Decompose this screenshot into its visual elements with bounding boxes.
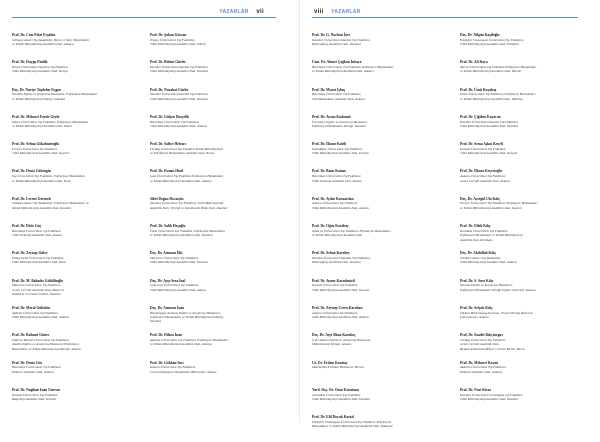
author-name: Prof. Dr. İlknur Kaleli: [312, 142, 347, 147]
author-column: [150, 33, 268, 388]
author-affiliation: Tıbbi Mikrobiyoloji Anabilim Dalı, Ankara: [312, 315, 369, 320]
author-affiliation: Genel Cerrahi Anabilim Dalı, Meme ve: [12, 287, 65, 292]
author-affiliation: ve Klinik Mikrobiyoloji Anabilim Dalı, Ankara: [312, 69, 374, 74]
author-affiliation: Gülhane Askeri Tıp Akademisi, Enfeksiyon Hastalıkları ve: [12, 201, 89, 206]
author-affiliation: Radyoloji Anabilim Dalı, Kocaeli: [12, 396, 57, 401]
author-entry: [150, 279, 268, 306]
author-entry: [460, 361, 578, 388]
author-affiliation: Hacettepe Üniversitesi Tıp Fakültesi, Enfeksiyon Hastalıkları: [312, 65, 394, 69]
author-affiliation: Marmara Üniversitesi Tıp Fakültesi,: [12, 283, 61, 288]
author-affiliation: İstanbul Üniversitesi Tıp Fakültesi, Tıbbi Mikrobiyoloji: [150, 201, 224, 206]
author-affiliation: Trakya Üniversitesi Tıp Fakültesi,: [150, 37, 196, 42]
author-affiliation: Hastalıkları ve Klinik Mikrobiyoloji Anabilim Dalı, Eskişehir: [312, 424, 393, 429]
author-entry: [312, 33, 430, 60]
author-entry: [150, 361, 268, 388]
author-entry: [460, 279, 578, 306]
page-number: viii: [314, 9, 324, 15]
author-affiliation: Tıbbi Mikrobiyoloji Anabilim Dalı, İstanbul: [460, 124, 518, 128]
author-name: Doç. Dr. Ayşe İlkan Karakoç: [312, 333, 356, 338]
author-name: Prof. Dr. Aynur Karadenizli: [312, 278, 355, 283]
author-entry: [12, 60, 130, 87]
author-affiliation: ve Klinik Mikrobiyoloji Anabilim Dalı, Düzce: [12, 124, 73, 128]
author-entry: [312, 142, 430, 169]
author-affiliation: Enfeksiyon Hastalıkları Kliniği, İstanbul: [312, 124, 366, 128]
author-name: Prof. Dr. Nuri Kiraz: [460, 387, 492, 392]
author-affiliation: Çukurova Üniversitesi Tıp Fakültesi,: [150, 283, 199, 288]
author-affiliation: Akdeniz Üniversitesi Tıp Fakültesi,: [460, 365, 507, 370]
author-name: Prof. Dr. Şaban Gürcan: [150, 33, 187, 37]
author-affiliation: Tıbbi Mikrobiyoloji Anabilim Dalı, Kayseri: [12, 151, 70, 156]
author-name: Prof. Dr. Safiye Helvacı: [150, 142, 187, 147]
author-entry: [12, 88, 130, 115]
author-affiliation: Düzce Üniversitesi Tıp Fakültesi, Enfeksiyon Hastalıkları: [12, 119, 89, 124]
author-name: Prof. Dr. Nurahat Gürler: [150, 87, 189, 92]
author-affiliation: Haydarpaşa Numune Eğitim ve Araştırma Hastanesi,: [150, 310, 221, 315]
author-name: Prof. Dr. Gülşen Hasçelik: [150, 114, 190, 119]
author-affiliation: Göz Hastalıkları Anabilim Dalı, Ankara: [312, 96, 365, 101]
author-name: Doç. Dr. Abdullah Kılıç: [460, 251, 496, 256]
author-affiliation: Ankara Üniversitesi Tıp Fakültesi,: [460, 174, 506, 179]
author-affiliation: Dokuz Eylül Üniversitesi Tıp Fakültesi,: [12, 256, 65, 261]
author-entry: [150, 88, 268, 115]
author-affiliation: Hastalıkları ve Klinik Mikrobiyoloji Kliniği, Ankara: [12, 346, 81, 351]
author-name: Doç. Dr. Ayşe Seza İnal: [150, 278, 186, 283]
author-affiliation: ve Klinik Mikrobiyoloji Anabilim Dalı, Ankara: [150, 178, 212, 183]
author-entry: [460, 224, 578, 251]
author-affiliation: Enfeksiyon Hastalıkları ve Klinik Mikrobiyoloji: [460, 233, 523, 238]
author-name: Uzm. Dr. Ahmet Çağkan İnkaya: [312, 60, 362, 65]
author-entry: [312, 197, 430, 224]
left-page-header: [219, 9, 264, 15]
author-affiliation: Türkiye Halk Sağlığı Kurumu, Ulusal Viroloji Referans: [460, 310, 533, 315]
author-entry: [312, 415, 430, 442]
author-affiliation: Tıbbi Mikrobiyoloji Anabilim Dalı, İstanbul: [460, 396, 518, 401]
author-name: Prof. Dr. Çiğdem Kayacan: [460, 114, 501, 119]
author-name: Prof. Dr. Rahmet Güner: [12, 333, 50, 338]
author-affiliation: Ankara Üniversitesi Tıp Fakültesi,: [312, 310, 358, 315]
author-affiliation: S. B. Ankara Eğitim ve Araştırma Hastanesi,: [312, 337, 371, 342]
author-entry: [460, 388, 578, 415]
author-affiliation: Tıbbi Mikrobiyoloji Anabilim Dalı, Ankara: [460, 260, 517, 265]
running-head: YAZARLAR: [219, 9, 249, 15]
author-affiliation: Anabilim Dalı, Kırıkkale: [460, 237, 493, 242]
author-entry: [150, 169, 268, 196]
author-affiliation: İstanbul Eğitim ve Araştırma Hastanesi, Enfeksiyon Hastalıkları: [12, 92, 98, 97]
author-affiliation: Halk Sağlığı Anabilim Dalı, İstanbul: [312, 260, 361, 265]
author-entry: [12, 279, 130, 306]
author-affiliation: Hacettepe Üniversitesi Tıp Fakültesi,: [312, 92, 362, 97]
author-entry: [12, 142, 130, 169]
author-entry: [12, 115, 130, 142]
author-name: Prof. Dr. Gökhan Inci: [150, 360, 184, 365]
author-name: Sibel Doğan Hocaoşlu: [150, 196, 184, 201]
author-affiliation: Tıbbi Mikrobiyoloji Anabilim Dalı, İstanbul: [150, 96, 208, 101]
author-affiliation: Fatih Üniversitesi Tıp Fakültesi, Enfeksiyon Hastalıkları: [150, 228, 226, 233]
author-column: [12, 33, 130, 415]
author-affiliation: Ankara Üniversitesi Tıp Fakültesi,: [312, 201, 358, 206]
left-page: [0, 0, 300, 423]
author-column: [312, 33, 430, 442]
header-rule: [12, 17, 276, 18]
author-name: Prof. Dr. Deniz Gökengin: [12, 169, 51, 174]
right-page: [300, 0, 600, 429]
author-affiliation: Tıbbi Mikrobiyoloji Anabilim Dalı, Kocaeli: [460, 151, 518, 156]
author-affiliation: Hacettepe Üniversitesi Tıp Fakültesi,: [12, 365, 62, 370]
author-entry: [312, 88, 430, 115]
author-affiliation: ve Klinik Mikrobiyoloji Anabilim Dalı, İzmir: [12, 178, 71, 183]
author-name: Prof. Dr. Deniz Gür: [12, 360, 43, 365]
author-affiliation: Tıbbi Mikrobiyoloji Anabilim Dalı, Konya: [12, 69, 68, 74]
author-affiliation: Ümraniye Eğitim ve Araştırma Hastanesi,: [312, 119, 368, 124]
author-name: Prof. Dr. Ümit Kayabaş: [460, 87, 497, 92]
author-affiliation: Akdeniz Üniversitesi Tıp Fakültesi, Enfeksiyon Hastalıkları: [150, 337, 229, 342]
author-entry: [460, 60, 578, 87]
author-affiliation: Uludağ Üniversitesi Tıp Fakültesi Klinik Mikrobiyoloji: [150, 146, 223, 151]
author-affiliation: Kırıkkale Üniversitesi Tıp Fakültesi,: [460, 228, 509, 233]
author-name: Prof. Dr. Zeynep Güley: [12, 251, 48, 256]
page-number: vii: [256, 9, 264, 15]
author-name: Prof. Dr. İlknur Keçecioğlu: [460, 169, 502, 174]
author-affiliation: Tıbbi Mikrobiyoloji Anabilim Dalı, Eskişehir: [460, 42, 520, 47]
author-affiliation: Laboratuvarı, Ankara: [460, 315, 489, 320]
author-entry: [312, 169, 430, 196]
author-name: Prof. Dr. Saadet Kılıçturgay: [460, 333, 504, 338]
author-name: Prof. Dr. Kenan Hızel: [150, 169, 184, 174]
author-name: Prof. Dr. Dilara İnan: [150, 333, 183, 338]
author-affiliation: ve Klinik Mikrobiyoloji Anabilim Dalı, Antalya: [150, 342, 213, 347]
author-affiliation: İstanbul Üniversitesi İstanbul Tıp Fakültesi,: [460, 119, 519, 124]
author-entry: [460, 115, 578, 142]
author-affiliation: Yıldırım Beyazıt Üniversitesi Tıp Fakültesi,: [12, 337, 70, 342]
author-affiliation: ve Enfeksiyon Hastalıkları Anabilim Dalı, Bursa: [150, 151, 215, 156]
author-affiliation: Tıbbi Mikrobiyoloji Anabilim Dalı, Kocaeli: [312, 287, 370, 292]
author-entry: [150, 224, 268, 251]
author-entry: [12, 361, 130, 388]
author-entry: [460, 88, 578, 115]
author-affiliation: İstanbul Üniversitesi İstanbul Tıp Fakültesi,: [150, 92, 209, 97]
author-affiliation: Tıbbi Mikrobiyoloji Anabilim Dalı, İstanbul: [312, 396, 370, 401]
author-affiliation: Tıbbi Mikrobiyoloji Anabilim Dalı, Ankara: [150, 124, 207, 128]
author-affiliation: Hacettepe Üniversitesi Tıp Fakültesi,: [150, 119, 200, 124]
author-affiliation: Pediatri Anabilim Dalı, Ankara: [12, 369, 54, 374]
author-name: Doç. Dr. Nilgün Kaşifoğlu: [460, 33, 500, 37]
author-affiliation: Marmara Üniversitesi Tıp Fakültesi,: [150, 256, 199, 261]
author-name: Prof. Dr. Selma Gökahmetoğlu: [12, 142, 60, 147]
author-entry: [150, 333, 268, 360]
author-affiliation: Gazi Üniversitesi Tıp Fakültesi Enfeksiyon Hastalıkları: [150, 174, 224, 179]
author-name: Prof. Dr. Nagihan Inan Gürcan: [12, 387, 60, 392]
author-affiliation: Tıbbi Onkoloji Anabilim Dalı, Ankara: [12, 233, 63, 238]
author-entry: [312, 361, 430, 388]
author-affiliation: Hacettepe Üniversitesi Tıp Fakültesi,: [312, 174, 362, 179]
author-entry: [312, 279, 430, 306]
author-affiliation: Tıbbi Mikrobiyoloji Anabilim Dalı, İzmir: [12, 260, 66, 265]
author-affiliation: Enfeksiyon Hastalıkları ve Klinik Mikrobiyoloji Kliniği,: [150, 315, 224, 320]
author-affiliation: Acıbadem Üniversitesi Tıp Fakültesi,: [312, 392, 362, 397]
author-affiliation: Genel Cerrahi Anabilim Dalı,: [460, 342, 500, 347]
author-affiliation: ve Klinik Mikrobiyoloji Anabilim Dalı, Kayseri: [460, 205, 523, 210]
author-affiliation: Eskişehir Osmangazi Üniversitesi Tıp Fakültesi, Enfeksiyon: [312, 419, 392, 424]
author-affiliation: Atatürk Eğitim ve Araştırma Hastanesi Enfeksiyon: [12, 342, 79, 347]
author-name: Prof. Dr. Sema Aşkın Keçeli: [460, 142, 503, 147]
author-entry: [312, 388, 430, 415]
author-name: Prof. Dr. Selma Karabey: [312, 251, 350, 256]
author-affiliation: Genel Cerrahi Anabilim Dalı, Ankara: [460, 178, 510, 183]
author-affiliation: Gülhane Askeri Tıp Akademisi,: [460, 256, 502, 261]
author-name: Prof. Dr. Meral Gültekin: [12, 305, 51, 310]
author-affiliation: Tıbbi Mikrobiyoloji Anabilim Dalı, Adana: [150, 287, 206, 292]
author-affiliation: Enfeksiyon Hastalıkları Kliniği Eğitim Görevlisi, Samsun: [460, 287, 536, 292]
author-affiliation: Kocaeli Üniversitesi Tıp Fakültesi,: [460, 146, 507, 151]
author-affiliation: Gülhane Askeri Tıp Akademisi, Beyin ve Sinir Hastalıkları: [12, 37, 90, 42]
author-affiliation: ve Klinik Mikrobiyoloji Kliniği, İstanbul: [12, 96, 66, 101]
author-name: Doç. Dr. Aysegül Ulu Kılıç: [460, 196, 500, 201]
author-entry: [460, 333, 578, 360]
author-entry: [150, 60, 268, 87]
author-affiliation: ve Klinik Mikrobiyoloji Anabilim Dalı, Malatya: [460, 96, 523, 101]
author-affiliation: Tıbbi Mikrobiyoloji Anabilim Dalı, Denizli: [312, 151, 369, 156]
author-name: Prof. Dr. Dilek Kılıç: [460, 224, 491, 229]
author-affiliation: Pamukkale Üniversitesi Tıp Fakültesi,: [312, 146, 363, 151]
author-affiliation: Tıbbi Onkoloji Anabilim Dalı, Ankara: [312, 178, 363, 183]
author-entry: [12, 197, 130, 224]
author-entry: [312, 306, 430, 333]
author-affiliation: İstanbul Üniversitesi İstanbul Tıp Fakültesi,: [312, 37, 371, 42]
author-name: Prof. Dr. Selçuk Kılıç: [460, 305, 493, 310]
author-entry: [150, 306, 268, 333]
author-affiliation: ve Klinik Mikrobiyoloji Anabilim Dalı, Mersin: [460, 69, 522, 74]
author-entry: [312, 60, 430, 87]
author-affiliation: Mersin Üniversitesi Tıp Fakültesi Enfeksiyon Hastalıkları: [460, 65, 537, 69]
author-entry: [460, 306, 578, 333]
header-rule: [312, 17, 578, 18]
author-name: Prof. Dr. Mehmet Koyun: [460, 360, 499, 365]
author-affiliation: Selçuk Üniversitesi Selçuklu Tıp Fakültesi,: [12, 65, 69, 69]
author-affiliation: Kocaeli Üniversitesi Tıp Fakültesi,: [12, 392, 59, 397]
author-affiliation: İstanbul: [150, 319, 161, 324]
author-affiliation: Hepato-Pankreato-Biliyer Cerrahi Birimi, Bursa: [460, 346, 525, 351]
author-name: Uz. Dr. Erdem Karataş: [312, 360, 348, 365]
author-entry: [460, 251, 578, 278]
author-name: Prof. Dr. Aysun Kadanalı: [312, 114, 351, 119]
author-name: Prof. Dr. Zeynep Ceren Karahan: [312, 305, 363, 310]
author-affiliation: Çocuk Enfeksiyon Hastalıkları Bilim Dalı, Ankara: [150, 369, 217, 374]
author-name: Prof. Dr. Oğuz Karabay: [312, 224, 349, 229]
author-entry: [150, 33, 268, 60]
author-name: Doç. Dr. Nuriye Taşdelen Fışgın: [12, 87, 61, 92]
author-name: Prof. Dr. Elif Doyuk Kartal: [312, 415, 354, 420]
author-affiliation: İstanbul Üniversitesi İstanbul Tıp Fakültesi,: [312, 256, 371, 261]
author-affiliation: Uludağ Üniversitesi Tıp Fakültesi,: [460, 337, 506, 342]
author-affiliation: Tıbbi Mikrobiyoloji Anabilim Dalı, Antalya: [12, 315, 70, 320]
author-entry: [150, 115, 268, 142]
author-entry: [460, 33, 578, 60]
author-name: Doç. Dr. Asuman İlki: [150, 251, 183, 256]
author-entry: [12, 169, 130, 196]
author-entry: [460, 142, 578, 169]
author-affiliation: Tıbbi Mikrobiyoloji Anabilim Dalı, Ankara: [312, 205, 369, 210]
author-entry: [12, 333, 130, 360]
author-name: Doç. Dr. Asuman İnan: [150, 305, 185, 310]
author-name: Prof. Dr. G. Nurhan İnce: [312, 33, 351, 37]
author-entry: [150, 197, 268, 224]
author-entry: [12, 33, 130, 60]
author-affiliation: Klinik Mikrobiyoloji Anabilim Dalı, İstanbul: [12, 205, 71, 210]
author-name: Prof. Dr. Levent Görenek: [12, 196, 51, 201]
author-name: Prof. Dr. S. Sırrı Kılıç: [460, 278, 494, 283]
author-entry: [460, 169, 578, 196]
author-entry: [12, 388, 130, 415]
author-name: Prof. Dr. Bülent Gürler: [150, 60, 186, 65]
author-name: Prof. Dr. Duygu Findik: [12, 60, 48, 65]
author-name: Prof. Dr. Mehmet Faruk Geyik: [12, 114, 60, 119]
author-affiliation: İnönü Üniversitesi Tıp Fakültesi, Enfeksiyon Hastalıkları: [460, 92, 536, 97]
author-affiliation: Pediatri Anabilim Dalı, Antalya: [460, 369, 503, 374]
author-affiliation: Mikrobiyoloji Kliniği, Ankara: [312, 342, 352, 347]
author-affiliation: Mahmutbeyli Erdem Hastanesi, Mersin: [312, 365, 364, 370]
author-name: Prof. Dr. Salih Hoşoğlu: [150, 224, 186, 229]
author-affiliation: İstanbul Üniversitesi Cerrahpaşa Tıp Fakültesi,: [460, 392, 524, 397]
author-affiliation: Erciyes Üniversitesi Tıp Fakültesi,: [12, 146, 58, 151]
author-affiliation: Tıbbi Mikrobiyoloji Anabilim Dalı, İstanbul: [150, 260, 208, 265]
author-entry: [12, 224, 130, 251]
author-name: Prof. Dr. Ali Kaya: [460, 60, 488, 65]
author-entry: [150, 251, 268, 278]
author-affiliation: Halk Sağlığı Anabilim Dalı, İstanbul: [312, 42, 361, 47]
author-affiliation: Kocaeli Üniversitesi Tıp Fakültesi,: [312, 283, 359, 288]
author-name: Prof. Dr. Murat İşbaş: [312, 87, 346, 92]
author-entry: [312, 224, 430, 251]
right-page-header: [314, 9, 361, 15]
author-affiliation: Erciyes Üniversitesi Tıp Fakültesi, Enfeksiyon Hastalıkları: [460, 201, 538, 206]
author-affiliation: Akdeniz Üniversitesi Tıp Fakültesi,: [12, 310, 59, 315]
author-affiliation: Samsun Eğitim ve Araştırma Hastanesi,: [460, 283, 513, 288]
author-entry: [12, 306, 130, 333]
author-affiliation: Eskişehir Osmangazi Üniversitesi Tıp Fakültesi,: [460, 37, 524, 42]
author-name: Prof. Dr. M. Bahadır Gülüllüoğlu: [12, 278, 64, 283]
author-affiliation: ve Klinik Mikrobiyoloji Anabilim Dalı, Ankara: [12, 42, 74, 47]
author-affiliation: Endokrin Cerrahisi Ünitesi, İstanbul: [12, 292, 61, 297]
author-entry: [312, 251, 430, 278]
author-affiliation: Tıbbi Mikrobiyoloji Anabilim Dalı, Edirne: [150, 42, 206, 47]
author-entry: [312, 333, 430, 360]
author-entry: [460, 197, 578, 224]
author-affiliation: Ege Üniversitesi Tıp Fakültesi, Enfeksiyon Hastalıkları: [12, 174, 86, 179]
author-name: Prof. Dr. Aydın Karaarslan: [312, 196, 354, 201]
running-head: YAZARLAR: [331, 9, 361, 15]
author-name: Yard. Doç. Dr. Onur Karatuna: [312, 387, 360, 392]
author-affiliation: Sakarya Üniversitesi Tıp Fakültesi, Enfeksiyon Hastalıkları: [312, 228, 391, 233]
author-affiliation: Tıbbi Mikrobiyoloji Anabilim Dalı, İstanbul: [150, 69, 208, 74]
author-entry: [12, 251, 130, 278]
author-affiliation: İstanbul Üniversitesi İstanbul Tıp Fakültesi,: [150, 65, 209, 69]
author-affiliation: Anabilim Dalı, Viroloji ve İmmünoloji Bilim Dalı, İstanbul: [150, 205, 228, 210]
author-name: Prof. Dr. Dicle Güç: [12, 224, 42, 229]
author-name: Prof. Dr. Cem Polat Erşahin: [12, 33, 56, 37]
author-affiliation: Hacettepe Üniversitesi Tıp Fakültesi,: [12, 228, 62, 233]
author-affiliation: Ankara Üniversitesi Tıp Fakültesi,: [150, 365, 196, 370]
author-entry: [312, 115, 430, 142]
author-entry: [150, 142, 268, 169]
author-name: Prof. Dr. Banu Kanan: [312, 169, 346, 174]
author-affiliation: ve Klinik Mikrobiyoloji Anabilim Dalı, İstanbul: [150, 233, 213, 238]
author-column: [460, 33, 578, 415]
author-affiliation: ve Klinik Mikrobiyoloji Anabilim Dalı: [312, 233, 363, 238]
